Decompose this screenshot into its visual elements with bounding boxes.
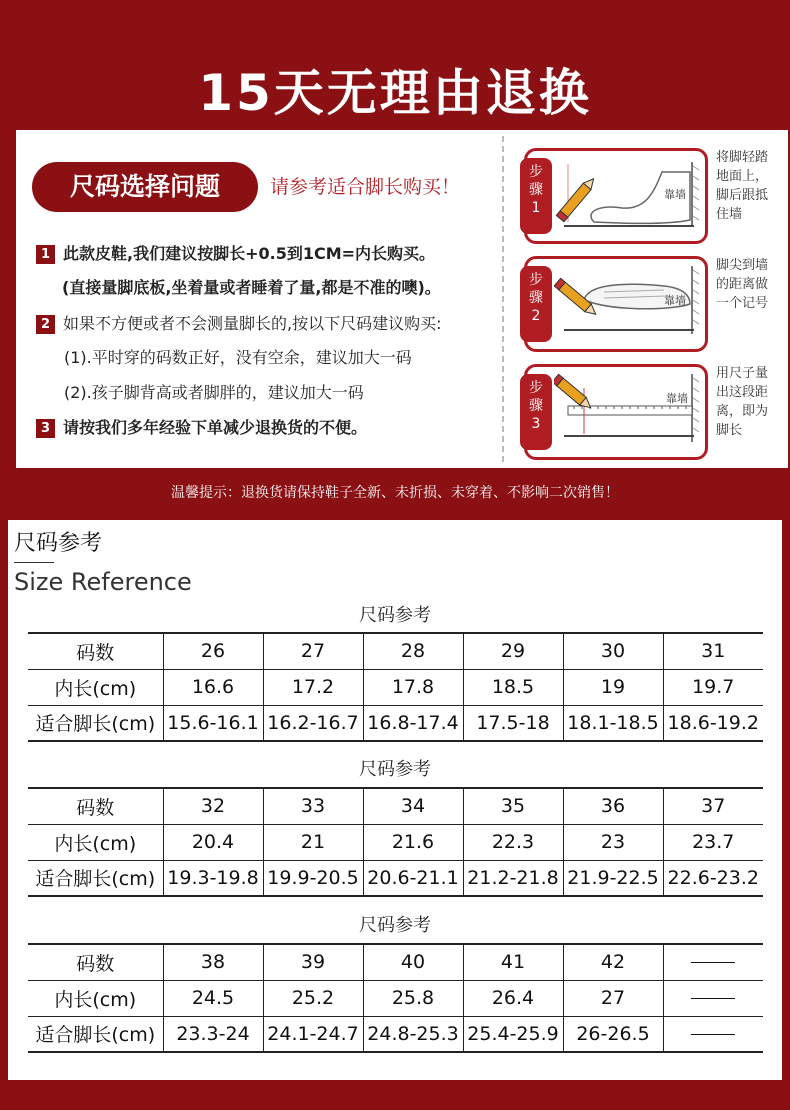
size-cell: 16.2-16.7 [263,705,363,741]
size-table-3 [28,943,763,1053]
size-cell: 23.3-24 [163,1016,263,1052]
rule-1-note: (直接量脚底板,坐着量或者睡着了量,都是不准的噢)。 [62,278,441,297]
row-header-cell: 内长(cm) [28,980,163,1016]
size-cell: 34 [363,788,463,824]
table-caption-3: 尺码参考 [359,915,431,936]
table-row [28,1016,763,1052]
rule-text-1: 此款皮鞋,我们建议按脚长+0.5到1CM=内长购买。 [63,244,436,263]
size-cell: 17.2 [263,669,363,705]
foot-on-floor-illustration [554,152,704,240]
size-cell [663,980,763,1016]
size-cell: 22.3 [463,824,563,860]
table-row [28,788,763,824]
size-table-1 [28,632,763,742]
row-header-cell: 内长(cm) [28,669,163,705]
rule-3 [36,416,367,440]
rule-2 [36,312,441,336]
size-cell: 26.4 [463,980,563,1016]
size-cell: 23.7 [663,824,763,860]
size-cell: 18.5 [463,669,563,705]
row-header-cell: 内长(cm) [28,824,163,860]
size-cell: 25.4-25.9 [463,1016,563,1052]
size-cell: 25.8 [363,980,463,1016]
step-instruction: 脚尖到墙的距离做一个记号 [716,258,769,311]
measure-step-2 [520,256,782,352]
size-cell: 20.4 [163,824,263,860]
row-header-cell: 适合脚长(cm) [28,860,163,896]
rule-text-3: 请按我们多年经验下单减少退换货的不便。 [63,418,368,437]
ruler-measure-illustration [554,368,704,456]
size-cell: 33 [263,788,363,824]
size-cell: 19.9-20.5 [263,860,363,896]
size-cell: 16.8-17.4 [363,705,463,741]
size-cell: 22.6-23.2 [663,860,763,896]
empty-dash [691,1034,735,1035]
mark-toe-illustration [554,260,704,348]
size-cell: 19.3-19.8 [163,860,263,896]
size-cell: 35 [463,788,563,824]
empty-dash [691,998,735,999]
size-cell: 24.8-25.3 [363,1016,463,1052]
table-row [28,944,763,980]
reference-title-zh: 尺码参考 [14,531,103,556]
table-row [28,669,763,705]
size-cell [663,1016,763,1052]
size-cell: 27 [563,980,663,1016]
row-header-cell: 码数 [28,633,163,669]
size-cell: 18.6-19.2 [663,705,763,741]
size-cell: 38 [163,944,263,980]
row-header-cell: 适合脚长(cm) [28,1016,163,1052]
size-cell: 36 [563,788,663,824]
size-cell: 37 [663,788,763,824]
wall-label: 靠墙 [664,189,686,201]
size-cell: 19.7 [663,669,763,705]
table-row [28,633,763,669]
size-cell: 41 [463,944,563,980]
wall-label: 靠墙 [666,393,688,405]
size-cell: 28 [363,633,463,669]
step-instruction: 用尺子量出这段距离，即为脚长 [716,366,769,438]
rule-2-option-2: (2).孩子脚背高或者脚胖的，建议加大一码 [64,383,364,402]
table-row [28,980,763,1016]
measure-step-3 [520,364,782,460]
size-cell: 26 [163,633,263,669]
size-cell: 25.2 [263,980,363,1016]
return-notice: 温馨提示：退换货请保持鞋子全新、未折损、未穿着、不影响二次销售！ [171,485,619,501]
step-tag: 步 骤 3 [520,374,552,450]
measure-step-1 [520,148,782,244]
table-row [28,705,763,741]
size-subtitle: 请参考适合脚长购买！ [270,176,461,198]
size-cell: 17.8 [363,669,463,705]
wall-label: 靠墙 [664,295,686,307]
size-cell: 31 [663,633,763,669]
dashed-divider [502,136,504,462]
size-question-badge: 尺码选择问题 [32,162,258,212]
size-cell: 19 [563,669,663,705]
size-cell: 26-26.5 [563,1016,663,1052]
size-cell: 40 [363,944,463,980]
size-cell: 39 [263,944,363,980]
rule-2-option-1: (1).平时穿的码数正好，没有空余，建议加大一码 [64,348,412,367]
rule-number-3: 3 [36,419,55,438]
rule-number-2: 2 [36,315,55,334]
size-cell: 15.6-16.1 [163,705,263,741]
size-cell [663,944,763,980]
size-cell: 21.2-21.8 [463,860,563,896]
empty-dash [691,962,735,963]
size-reference-panel [8,520,782,1080]
size-cell: 20.6-21.1 [363,860,463,896]
size-cell: 30 [563,633,663,669]
size-cell: 24.5 [163,980,263,1016]
size-cell: 18.1-18.5 [563,705,663,741]
step-tag: 步 骤 1 [520,158,552,234]
size-cell: 21 [263,824,363,860]
row-header-cell: 码数 [28,944,163,980]
size-table-2 [28,787,763,897]
rule-text-2: 如果不方便或者不会测量脚长的,按以下尺码建议购买: [63,314,442,333]
table-row [28,824,763,860]
table-caption-2: 尺码参考 [359,759,431,780]
page-title: 15天无理由退换 [198,64,592,122]
row-header-cell: 适合脚长(cm) [28,705,163,741]
row-header-cell: 码数 [28,788,163,824]
size-cell: 23 [563,824,663,860]
reference-title-en: Size Reference [14,568,192,596]
table-row [28,860,763,896]
size-cell: 21.6 [363,824,463,860]
size-cell: 27 [263,633,363,669]
size-cell: 16.6 [163,669,263,705]
step-instruction: 将脚轻踏地面上，脚后跟抵住墙 [716,150,769,222]
size-cell: 24.1-24.7 [263,1016,363,1052]
rule-1 [36,242,435,266]
size-cell: 29 [463,633,563,669]
step-tag: 步 骤 2 [520,266,552,342]
table-caption-1: 尺码参考 [359,605,431,626]
rule-number-1: 1 [36,245,55,264]
size-cell: 21.9-22.5 [563,860,663,896]
size-cell: 32 [163,788,263,824]
title-underline [14,562,54,563]
size-guide-panel [16,130,788,468]
size-cell: 42 [563,944,663,980]
size-cell: 17.5-18 [463,705,563,741]
